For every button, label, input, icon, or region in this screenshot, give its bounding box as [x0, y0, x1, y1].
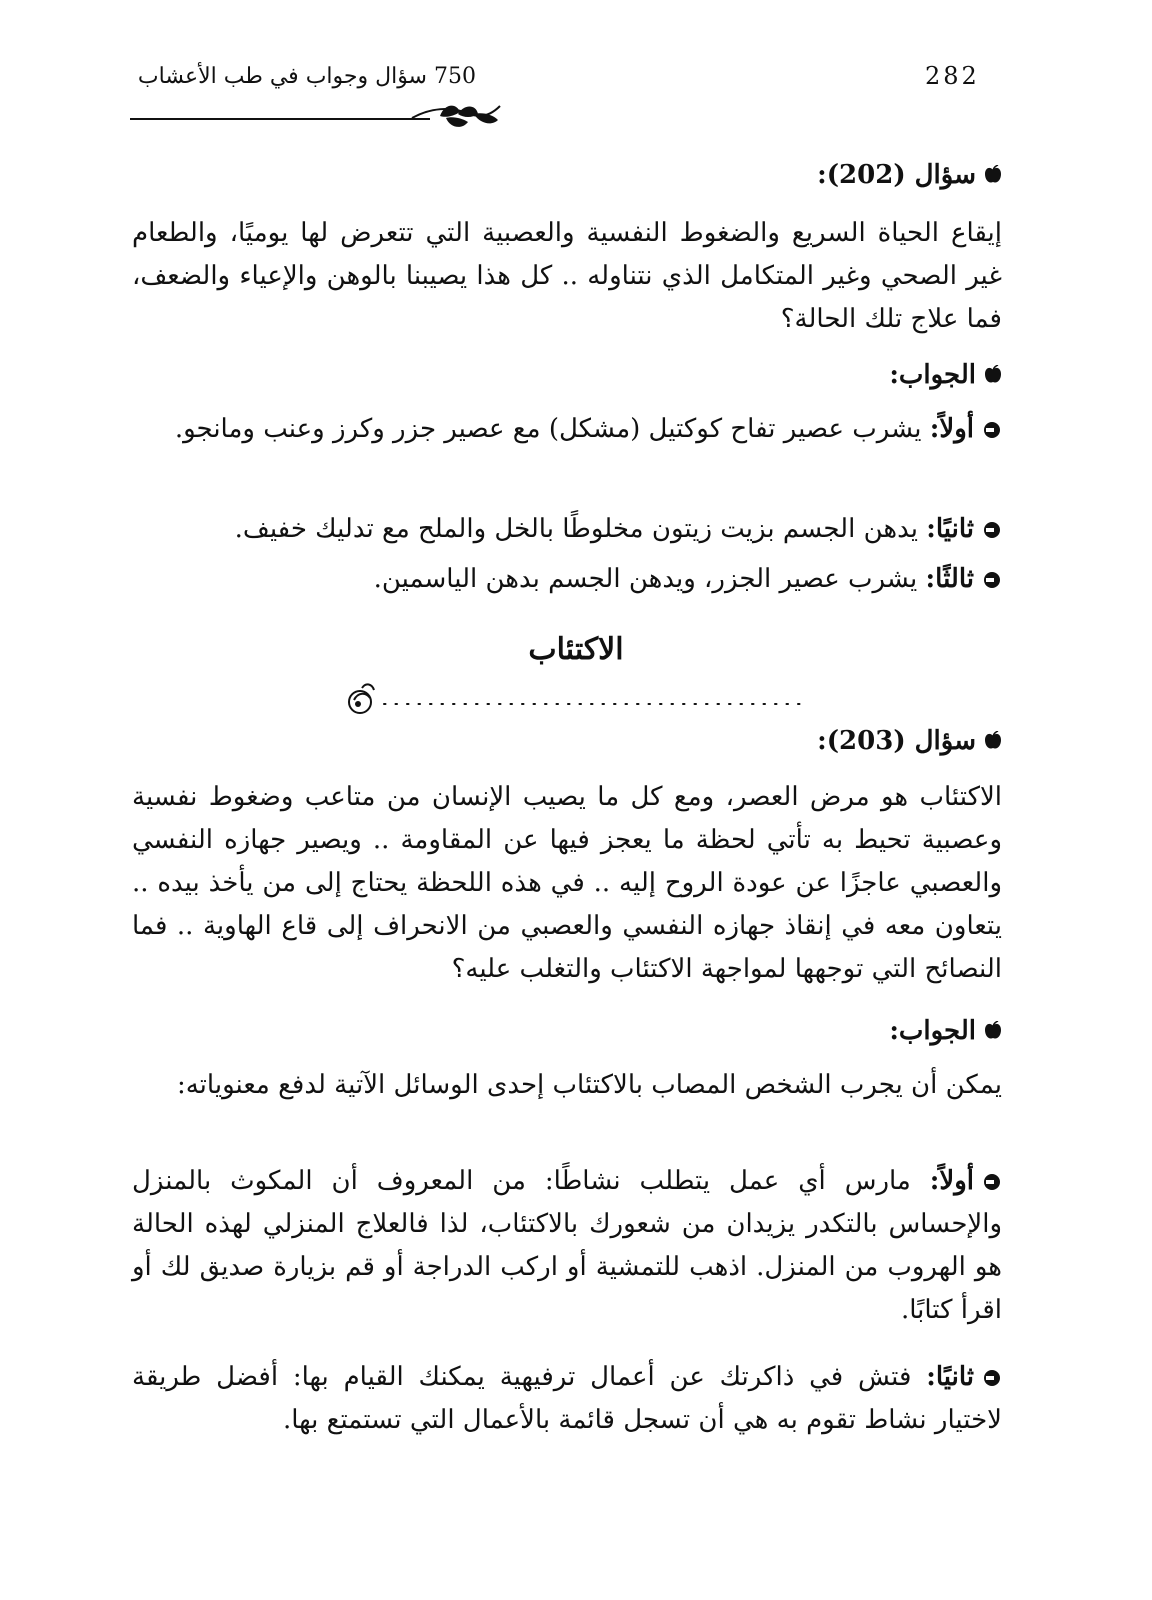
question-203-label: سؤال (203):	[817, 726, 976, 756]
item-text: يشرب عصير تفاح كوكتيل (مشكل) مع عصير جزر وكرز وعنب ومانجو.	[174, 414, 922, 444]
question-202-label: سؤال (202):	[817, 160, 976, 190]
header-rule	[130, 118, 430, 120]
question-203-text: الاكتئاب هو مرض العصر، ومع كل ما يصيب الإنسان من متاعب وضغوط نفسية وعصبية تحيط به تأتي لحظة ما يعجز فيها عن المقاومة .. ويصير جهازه النفسي والعصبي عاجزًا عن عودة الروح إليه .. في هذه اللحظة يحتاج إلى من يأخذ بيده .. يتعاون معه في إنقاذ جهازه النفسي والعصبي من الانحراف إلى قاع الهاوية .. فما النصائح التي توجهها لمواجهة الاكتئاب والتغلب عليه؟	[132, 782, 1002, 984]
question-202-heading	[817, 160, 1002, 190]
item-label: أولاً:	[929, 1166, 975, 1196]
bullet-icon	[982, 520, 1002, 540]
apple-icon	[984, 165, 1002, 185]
item-text: يشرب عصير الجزر، ويدهن الجسم بدهن الياسمين.	[373, 564, 918, 594]
flower-ornament-icon	[349, 684, 374, 713]
item-text: مارس أي عمل يتطلب نشاطًا: من المعروف أن المكوث بالمنزل والإحساس بالتكدر يزيدان من شعورك بالاكتئاب، لذا فالعلاج المنزلي لهذه الحالة هو الهروب من المنزل. اذهب للتمشية أو اركب الدراجة أو قم بزيارة صديق لك أو اقرأ كتابًا.	[132, 1166, 1002, 1325]
answer-202-item-2	[132, 508, 1002, 551]
item-label: ثالثًا:	[925, 564, 974, 594]
answer-203-item-2	[132, 1356, 1002, 1442]
bullet-icon	[982, 1172, 1002, 1192]
leaf-ornament-icon	[410, 100, 502, 132]
item-label: ثانيًا:	[926, 514, 974, 544]
question-202-text: إيقاع الحياة السريع والضغوط النفسية والعصبية التي تتعرض لها يوميًا، والطعام غير الصحي وغير المتكامل الذي نتناوله .. كل هذا يصيبنا بالوهن والإعياء والضعف، فما علاج تلك الحالة؟	[132, 218, 1002, 334]
apple-icon	[984, 365, 1002, 385]
item-text: فتش في ذاكرتك عن أعمال ترفيهية يمكنك القيام بها: أفضل طريقة لاختيار نشاط تقوم به هي أن تسجل قائمة بالأعمال التي تستمتع بها.	[132, 1362, 1002, 1435]
answer-202-label: الجواب:	[889, 360, 976, 390]
bullet-icon	[982, 420, 1002, 440]
bullet-icon	[982, 570, 1002, 590]
item-label: ثانيًا:	[926, 1362, 975, 1392]
answer-202-heading	[889, 360, 1002, 390]
answer-203-heading	[889, 1016, 1002, 1046]
page-number: 282	[925, 62, 980, 90]
running-title: 750 سؤال وجواب في طب الأعشاب	[137, 64, 476, 89]
answer-202-item-3	[132, 558, 1002, 601]
answer-203-intro: يمكن أن يجرب الشخص المصاب بالاكتئاب إحدى الوسائل الآتية لدفع معنوياته:	[176, 1070, 1002, 1100]
apple-icon	[984, 1021, 1002, 1041]
item-label: أولاً:	[929, 414, 974, 444]
answer-203-item-1	[132, 1160, 1002, 1332]
dotted-divider	[340, 680, 810, 720]
answer-203-label: الجواب:	[889, 1016, 976, 1046]
bullet-icon	[982, 1368, 1002, 1388]
section-title: الاكتئاب	[528, 632, 624, 667]
item-text: يدهن الجسم بزيت زيتون مخلوطًا بالخل والملح مع تدليك خفيف.	[234, 514, 918, 544]
question-203-heading	[817, 726, 1002, 756]
answer-202-item-1	[132, 408, 1002, 451]
apple-icon	[984, 731, 1002, 751]
